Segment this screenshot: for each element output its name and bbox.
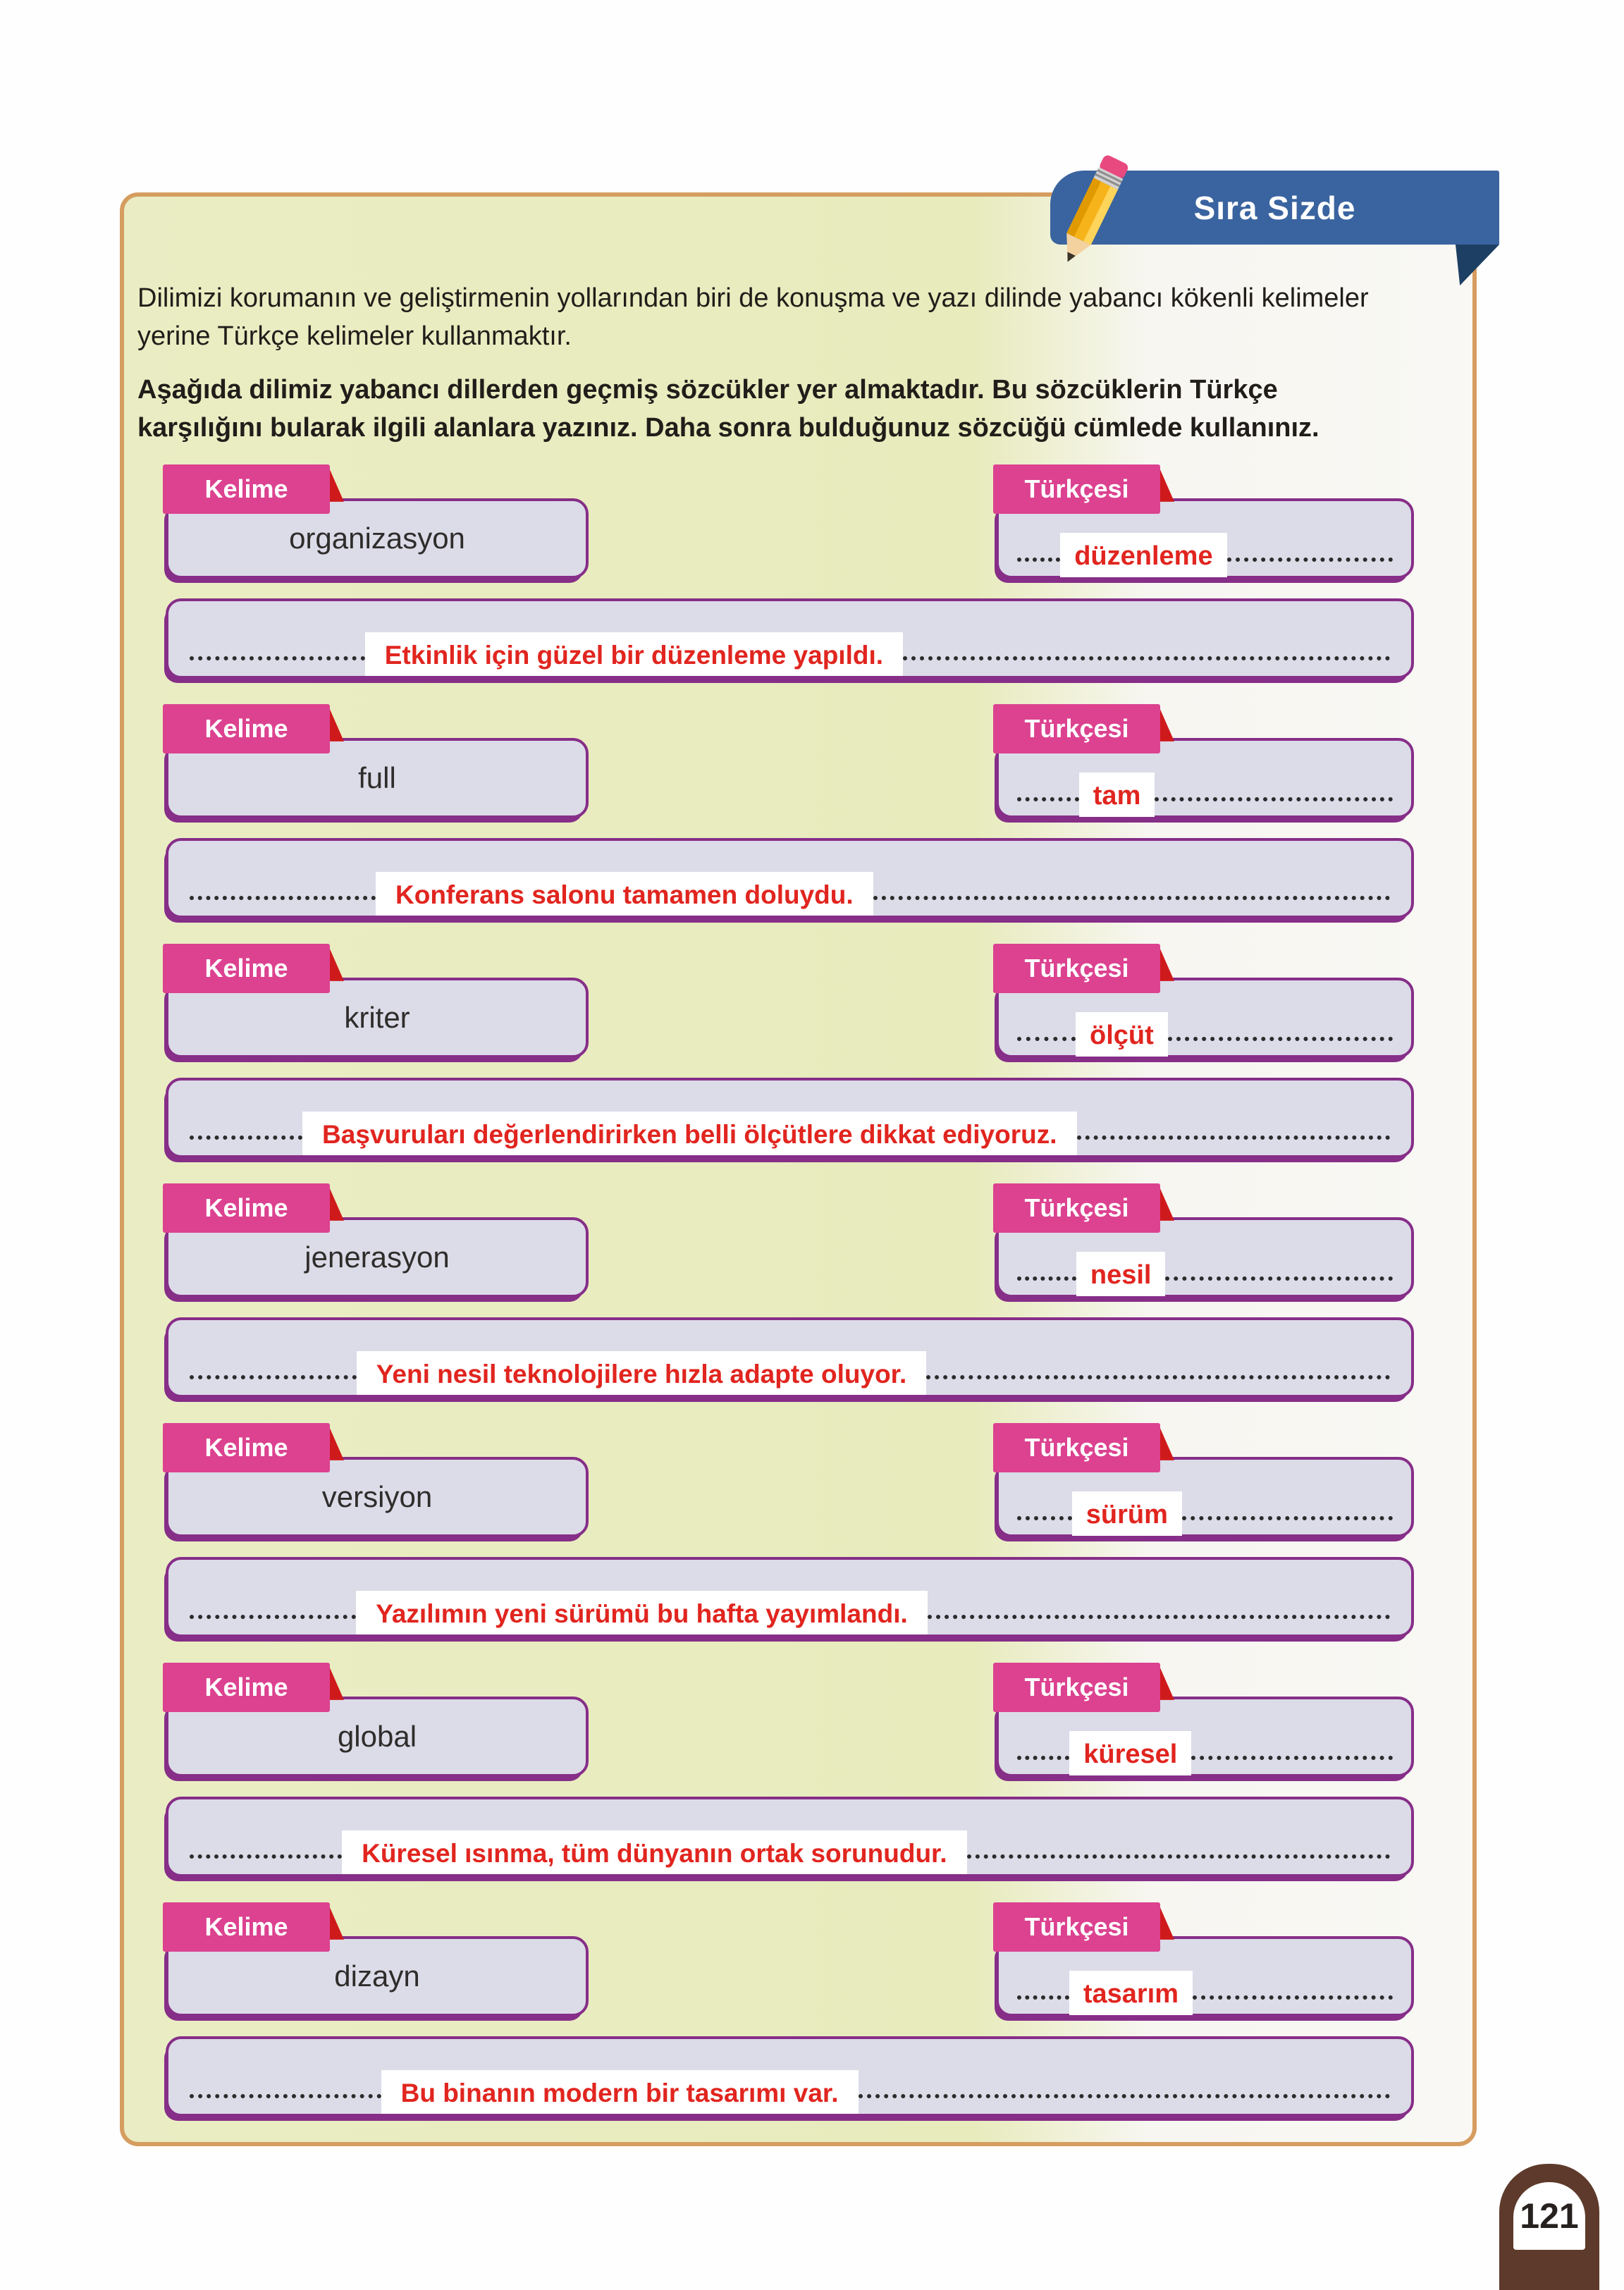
answer-dotted-line — [1017, 526, 1393, 570]
turkish-tab-label: Türkçesi — [1024, 953, 1129, 983]
ribbon-fold-icon — [1159, 1186, 1174, 1221]
word-text: organizasyon — [289, 521, 465, 555]
dotted-leader — [190, 656, 365, 660]
exercise-card — [120, 192, 1477, 2146]
answer-text: tam — [1079, 772, 1155, 817]
sentence-box — [166, 1797, 1414, 1877]
dotted-leader — [1155, 797, 1393, 801]
dotted-leader — [190, 1615, 356, 1619]
dotted-leader — [1017, 1756, 1069, 1760]
ribbon-fold-icon — [1159, 1904, 1174, 1940]
dotted-leader — [1017, 1037, 1076, 1041]
sentence-text: Başvuruları değerlendirirken belli ölçütlere dikkat ediyoruz. — [302, 1112, 1077, 1155]
turkish-tab — [993, 1663, 1160, 1712]
answer-dotted-line — [1017, 1964, 1393, 2008]
ribbon-fold-icon — [1159, 1665, 1174, 1700]
word-tab — [163, 1902, 330, 1952]
word-tab — [163, 704, 330, 753]
ribbon-fold-icon — [328, 946, 344, 981]
turkish-column — [996, 944, 1414, 1061]
page-number-window — [1513, 2182, 1585, 2250]
answer-dotted-line — [1017, 765, 1393, 810]
dotted-leader — [190, 1135, 302, 1140]
ribbon-fold-icon — [328, 706, 344, 741]
dotted-leader — [903, 656, 1390, 660]
dotted-leader — [1227, 558, 1393, 562]
dotted-leader — [1193, 1995, 1393, 2000]
answer-dotted-line — [1017, 1005, 1393, 1049]
word-tab — [163, 1423, 330, 1472]
sentence-box — [166, 2036, 1414, 2117]
word-tab-label: Kelime — [204, 1193, 288, 1222]
banner-fold — [1456, 245, 1499, 285]
turkish-tab — [993, 464, 1160, 514]
ribbon-fold-icon — [1159, 1425, 1174, 1460]
word-text: full — [358, 761, 396, 794]
turkish-tab — [993, 704, 1160, 753]
turkish-column — [996, 1902, 1414, 2019]
answer-text: tasarım — [1069, 1971, 1193, 2015]
entry-block — [166, 704, 1414, 944]
answer-text: düzenleme — [1060, 533, 1226, 577]
turkish-column — [996, 1423, 1414, 1540]
sentence-dotted-line — [190, 1104, 1390, 1148]
word-column — [166, 944, 589, 1061]
sentence-text: Yazılımın yeni sürümü bu hafta yayımlandı. — [356, 1591, 928, 1635]
sentence-text: Konferans salonu tamamen doluydu. — [376, 872, 873, 916]
answer-dotted-line — [1017, 1484, 1393, 1529]
turkish-tab-label: Türkçesi — [1024, 1432, 1129, 1462]
word-column — [166, 464, 589, 581]
ribbon-fold-icon — [328, 1425, 344, 1460]
dotted-leader — [1182, 1516, 1393, 1520]
entry-block — [166, 464, 1414, 704]
page-number-badge — [1499, 2164, 1599, 2290]
word-tab — [163, 1663, 330, 1712]
entry-block — [166, 1902, 1414, 2142]
turkish-column — [996, 704, 1414, 821]
word-tab-label: Kelime — [204, 474, 288, 503]
dotted-leader — [1168, 1037, 1393, 1041]
entry-block — [166, 944, 1414, 1183]
answer-dotted-line — [1017, 1724, 1393, 1768]
turkish-tab — [993, 1902, 1160, 1952]
sentence-dotted-line — [190, 1344, 1390, 1388]
dotted-leader — [859, 2094, 1390, 2098]
word-tab — [163, 944, 330, 993]
word-text: versiyon — [321, 1479, 433, 1513]
word-column — [166, 704, 589, 821]
word-text: kriter — [344, 1000, 410, 1034]
sentence-box — [166, 1317, 1414, 1398]
word-column — [166, 1902, 589, 2019]
word-tab — [163, 464, 330, 514]
dotted-leader — [1017, 558, 1060, 562]
turkish-tab — [993, 1423, 1160, 1472]
dotted-leader — [1077, 1135, 1390, 1140]
sentence-text: Yeni nesil teknolojilere hızla adapte oluyor. — [357, 1351, 927, 1395]
word-tab — [163, 1183, 330, 1233]
ribbon-fold-icon — [328, 1186, 344, 1221]
sentence-box — [166, 1557, 1414, 1637]
sentence-box — [166, 838, 1414, 918]
dotted-leader — [1017, 1995, 1069, 2000]
ribbon-fold-icon — [328, 467, 344, 502]
dotted-leader — [1165, 1276, 1393, 1281]
intro-instructions: Aşağıda dilimiz yabancı dillerden geçmiş sözcükler yer almaktadır. Bu sözcüklerin Türkçe karşılığını bularak ilgili alanlara yazınız. Daha sonra bulduğunuz sözcüğü cümlede kullanınız. — [137, 374, 1320, 443]
dotted-leader — [926, 1375, 1390, 1379]
ribbon-fold-icon — [1159, 946, 1174, 981]
sentence-dotted-line — [190, 865, 1390, 909]
dotted-leader — [1017, 797, 1079, 801]
word-text: dizayn — [334, 1959, 420, 1993]
ribbon-fold-icon — [1159, 467, 1174, 502]
turkish-tab — [993, 1183, 1160, 1233]
page-number: 121 — [1520, 2196, 1579, 2236]
entry-block — [166, 1183, 1414, 1423]
word-tab-label: Kelime — [204, 1912, 288, 1941]
dotted-leader — [967, 1854, 1390, 1859]
ribbon-fold-icon — [328, 1665, 344, 1700]
word-text: jenerasyon — [304, 1240, 450, 1274]
sentence-box — [166, 598, 1414, 679]
dotted-leader — [190, 1375, 357, 1379]
turkish-tab-label: Türkçesi — [1024, 713, 1129, 743]
answer-text: sürüm — [1072, 1491, 1182, 1536]
dotted-leader — [190, 1854, 342, 1859]
dotted-leader — [190, 2094, 381, 2098]
word-tab-label: Kelime — [204, 953, 288, 983]
ribbon-fold-icon — [1159, 706, 1174, 741]
entry-block — [166, 1423, 1414, 1663]
word-text: global — [337, 1719, 417, 1753]
answer-dotted-line — [1017, 1245, 1393, 1289]
section-title: Sıra Sizde — [1193, 189, 1356, 226]
turkish-tab-label: Türkçesi — [1024, 1672, 1129, 1701]
sentence-dotted-line — [190, 2063, 1390, 2107]
turkish-tab-label: Türkçesi — [1024, 1193, 1129, 1222]
word-tab-label: Kelime — [204, 1432, 288, 1462]
intro-section — [137, 280, 1410, 448]
turkish-column — [996, 1663, 1414, 1780]
word-column — [166, 1423, 589, 1540]
dotted-leader — [1017, 1516, 1072, 1520]
sentence-text: Küresel ısınma, tüm dünyanın ortak sorunudur. — [342, 1830, 967, 1874]
turkish-tab — [993, 944, 1160, 993]
dotted-leader — [190, 896, 376, 900]
sentence-box — [166, 1078, 1414, 1158]
dotted-leader — [873, 896, 1390, 900]
turkish-column — [996, 1183, 1414, 1300]
ribbon-fold-icon — [328, 1904, 344, 1940]
sentence-text: Bu binanın modern bir tasarımı var. — [381, 2070, 859, 2114]
word-tab-label: Kelime — [204, 713, 288, 743]
sentence-dotted-line — [190, 1823, 1390, 1867]
turkish-tab-label: Türkçesi — [1024, 1912, 1129, 1941]
sentence-dotted-line — [190, 625, 1390, 669]
answer-text: küresel — [1069, 1731, 1191, 1775]
intro-paragraph: Dilimizi korumanın ve geliştirmenin yollarından biri de konuşma ve yazı dilinde yabancı kökenli kelimeler yerine Türkçe kelimeler kullanmaktır. — [137, 283, 1369, 351]
answer-text: nesil — [1076, 1252, 1166, 1296]
word-column — [166, 1663, 589, 1780]
dotted-leader — [1191, 1756, 1393, 1760]
dotted-leader — [1017, 1276, 1076, 1281]
entry-block — [166, 1663, 1414, 1902]
entries-list — [166, 464, 1414, 2142]
word-tab-label: Kelime — [204, 1672, 288, 1701]
dotted-leader — [928, 1615, 1390, 1619]
turkish-column — [996, 464, 1414, 581]
sentence-text: Etkinlik için güzel bir düzenleme yapıldı. — [365, 632, 903, 676]
sentence-dotted-line — [190, 1584, 1390, 1627]
answer-text: ölçüt — [1076, 1012, 1168, 1057]
turkish-tab-label: Türkçesi — [1024, 474, 1129, 503]
word-column — [166, 1183, 589, 1300]
